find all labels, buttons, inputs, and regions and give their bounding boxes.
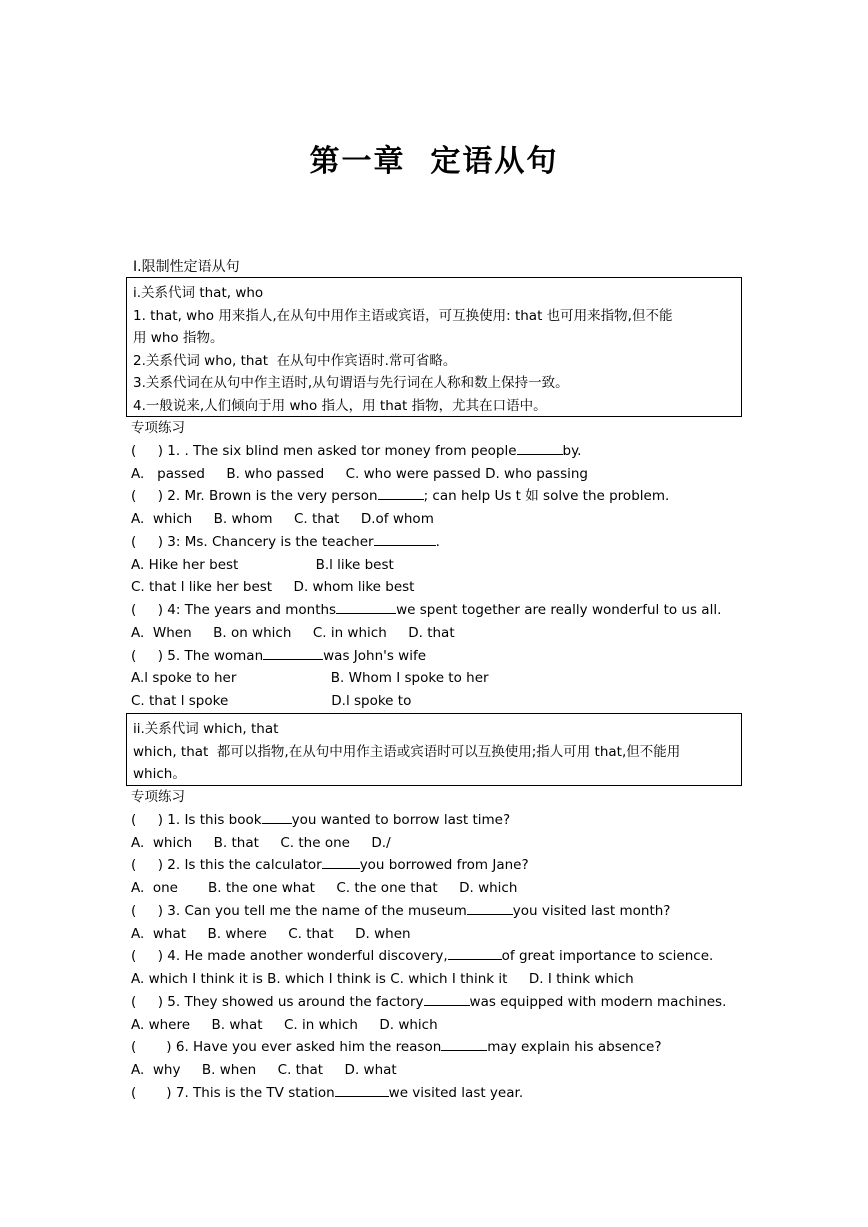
line-text: C. that l like her best D. whom like best bbox=[131, 579, 415, 596]
line-text: ( ) 5. They showed us around the factory bbox=[131, 993, 424, 1010]
line-text: we spent together are really wonderful to us all. bbox=[396, 602, 722, 618]
line-text: you borrowed from Jane? bbox=[359, 857, 529, 874]
line-text: . bbox=[435, 533, 440, 550]
chapter-title: 第一章 定语从句 bbox=[309, 144, 559, 179]
rule-line: which。 bbox=[133, 766, 186, 782]
options-line bbox=[131, 834, 391, 852]
question-line bbox=[131, 947, 713, 965]
options-line bbox=[131, 578, 414, 596]
line-text: you wanted to borrow last time? bbox=[291, 811, 511, 828]
line-text: ( ) 6. Have you ever asked him the reason bbox=[131, 1039, 442, 1056]
line-text: ( ) 1. . The six blind men asked tor money from people bbox=[131, 442, 517, 459]
line-text: A. When B. on which C. in which D. that bbox=[131, 624, 455, 641]
rule-line: which, that 都可以指物,在从句中用作主语或宾语时可以互换使用;指人可用 that,但不能用 bbox=[133, 743, 681, 760]
line-text: A. passed B. who passed C. who were passed D. who passing bbox=[131, 465, 588, 482]
line-text: C. that l spoke D.l spoke to bbox=[131, 693, 412, 709]
rule-line: 4.一般说来,人们倾向于用 who 指人，用 that 指物，尤其在口语中。 bbox=[133, 397, 547, 414]
question-line bbox=[131, 993, 726, 1011]
options-line bbox=[131, 624, 455, 642]
question-line bbox=[131, 811, 510, 829]
line-text: you visited last month? bbox=[512, 902, 671, 919]
answer-blank[interactable] bbox=[322, 856, 360, 869]
line-text: ( ) 3. Can you tell me the name of the museum bbox=[131, 902, 467, 919]
rule-line: i.关系代词 that, who bbox=[133, 285, 264, 301]
line-text: of great importance to science. bbox=[501, 948, 714, 965]
line-text: A. which B. that C. the one D./ bbox=[131, 834, 391, 851]
question-line bbox=[131, 601, 721, 619]
options-line bbox=[131, 510, 434, 528]
line-text: A. why B. when C. that D. what bbox=[131, 1062, 397, 1078]
options-line bbox=[131, 692, 411, 710]
answer-blank[interactable] bbox=[378, 487, 424, 500]
line-text: A. one B. the one what C. the one that D. which bbox=[131, 880, 518, 896]
rule-box-who-that bbox=[126, 277, 742, 417]
answer-blank[interactable] bbox=[374, 533, 436, 546]
question-line bbox=[131, 1084, 523, 1102]
options-line bbox=[131, 1061, 397, 1079]
line-text: A.l spoke to her B. Whom I spoke to her bbox=[131, 670, 489, 687]
options-line bbox=[131, 465, 588, 483]
rule-box-which-that bbox=[126, 713, 742, 786]
line-text: A. where B. what C. in which D. which bbox=[131, 1016, 438, 1033]
question-line bbox=[131, 856, 529, 874]
section-heading: Ⅰ.限制性定语从句 bbox=[133, 259, 240, 275]
answer-blank[interactable] bbox=[262, 811, 292, 824]
line-text: A. which B. whom C. that D.of whom bbox=[131, 511, 434, 527]
rule-line: 3.关系代词在从句中作主语时,从句谓语与先行词在人称和数上保持一致。 bbox=[133, 375, 569, 391]
answer-blank[interactable] bbox=[441, 1038, 487, 1051]
line-text: A. what B. where C. that D. when bbox=[131, 925, 411, 942]
line-text: ( ) 7. This is the TV station bbox=[131, 1084, 335, 1101]
question-line bbox=[131, 902, 670, 920]
line-text: ( ) 2. Mr. Brown is the very person bbox=[131, 488, 378, 505]
question-line bbox=[131, 533, 440, 551]
answer-blank[interactable] bbox=[335, 1084, 389, 1097]
line-text: ( ) 4. He made another wonderful discovery, bbox=[131, 948, 448, 965]
options-line bbox=[131, 970, 634, 988]
answer-blank[interactable] bbox=[336, 601, 396, 614]
practice-heading: 专项练习 bbox=[131, 789, 185, 805]
line-text: we visited last year. bbox=[388, 1084, 524, 1101]
rule-line: 用 who 指物。 bbox=[133, 330, 224, 346]
question-line bbox=[131, 487, 669, 505]
line-text: ( ) 3: Ms. Chancery is the teacher bbox=[131, 533, 374, 550]
line-text: ; can help Us t 如 solve the problem. bbox=[423, 488, 670, 505]
line-text: by. bbox=[562, 442, 582, 459]
options-line bbox=[131, 925, 411, 943]
answer-blank[interactable] bbox=[517, 442, 563, 455]
line-text: ( ) 4: The years and months bbox=[131, 602, 337, 618]
options-line bbox=[131, 879, 517, 897]
answer-blank[interactable] bbox=[263, 647, 323, 660]
line-text: ( ) 2. Is this the calculator bbox=[131, 857, 322, 874]
line-text: ( ) 1. Is this book bbox=[131, 811, 262, 828]
options-line bbox=[131, 556, 394, 574]
line-text: was John's wife bbox=[323, 647, 427, 664]
line-text: was equipped with modern machines. bbox=[469, 993, 727, 1010]
options-line bbox=[131, 669, 489, 687]
line-text: ( ) 5. The woman bbox=[131, 647, 264, 664]
practice-heading: 专项练习 bbox=[131, 420, 185, 436]
rule-line: ii.关系代词 which, that bbox=[133, 721, 279, 737]
options-line bbox=[131, 1016, 438, 1034]
line-text: A. Hike her best B.l like best bbox=[131, 556, 394, 573]
answer-blank[interactable] bbox=[448, 947, 502, 960]
rule-line: 1. that, who 用来指人,在从句中用作主语或宾语，可互换使用: that 也可用来指物,但不能 bbox=[133, 307, 673, 324]
answer-blank[interactable] bbox=[424, 993, 470, 1006]
line-text: may explain his absence? bbox=[487, 1039, 662, 1056]
question-line bbox=[131, 1038, 662, 1056]
rule-line: 2.关系代词 who, that 在从句中作宾语时.常可省略。 bbox=[133, 352, 457, 369]
line-text: A. which I think it is B. which I think is C. which I think it D. I think which bbox=[131, 971, 634, 987]
answer-blank[interactable] bbox=[467, 902, 513, 915]
question-line bbox=[131, 442, 581, 460]
question-line bbox=[131, 647, 426, 665]
